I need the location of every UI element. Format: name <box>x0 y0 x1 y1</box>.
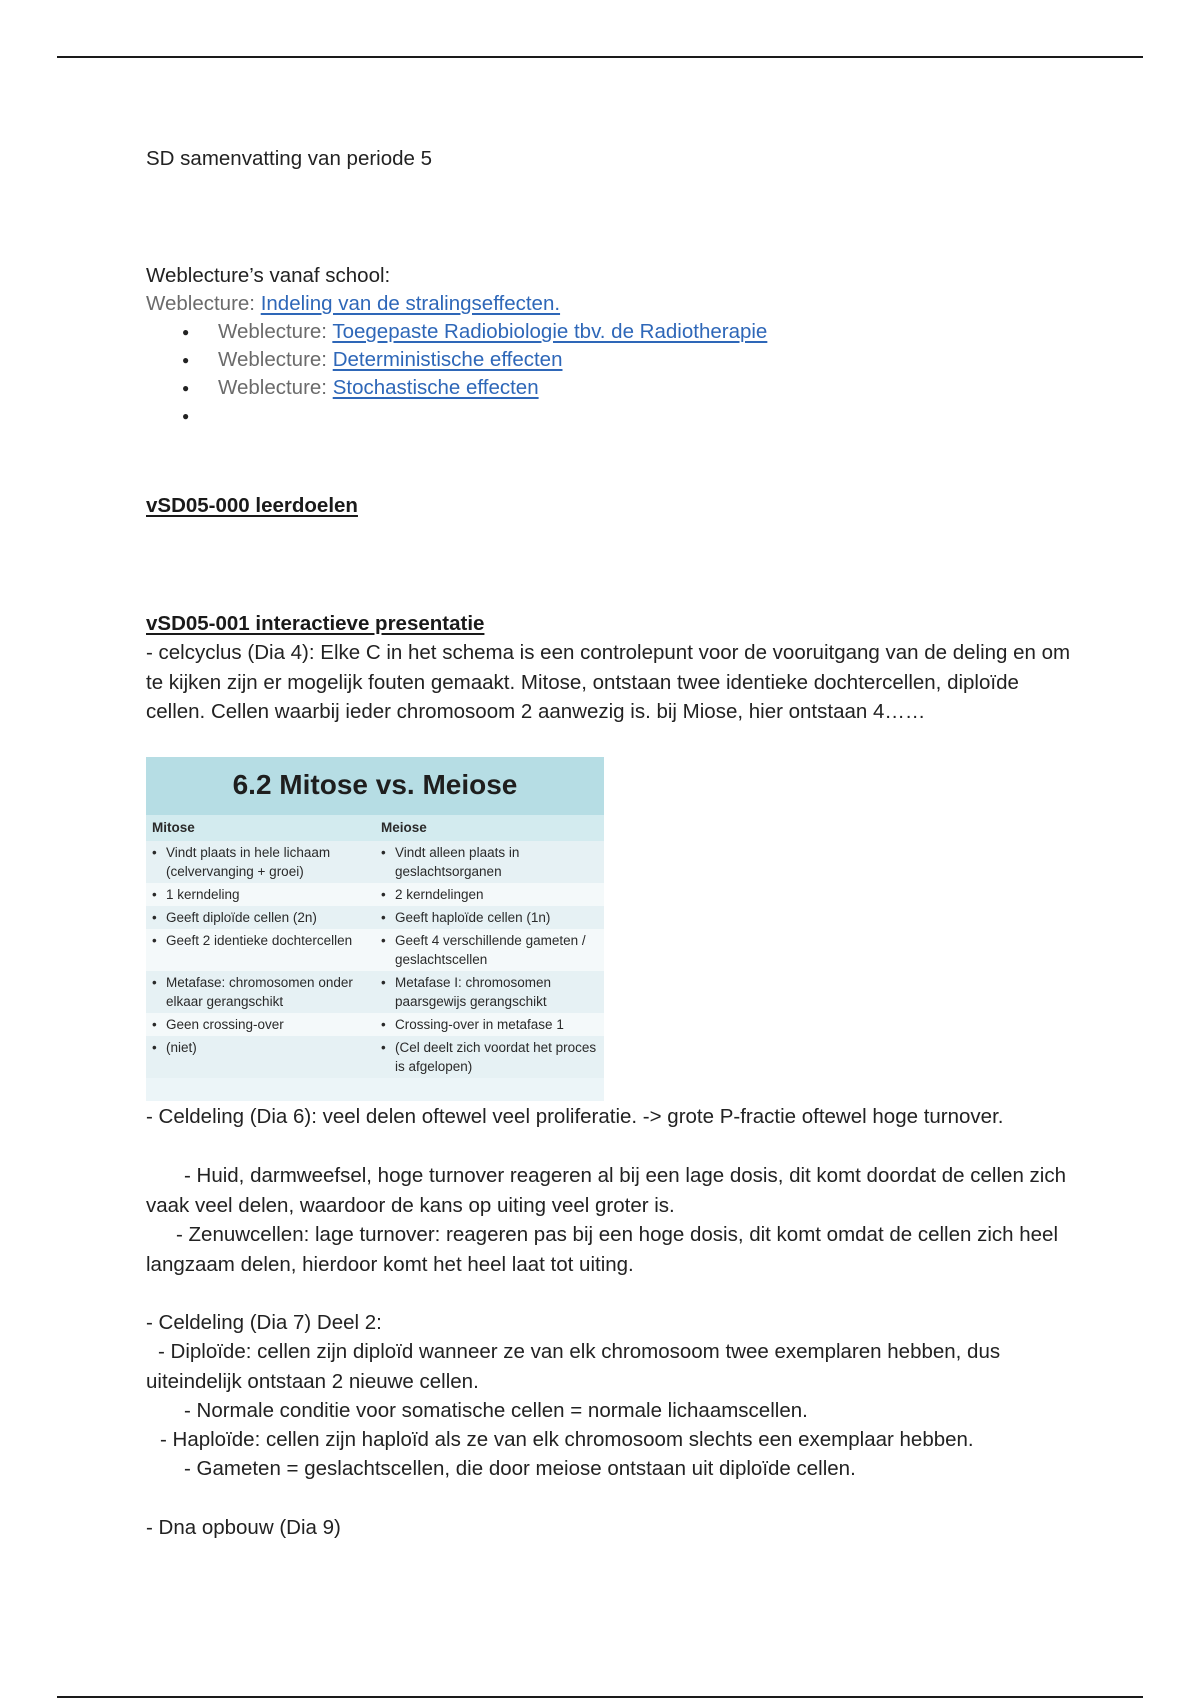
table-cell: • (niet) <box>152 1038 369 1057</box>
section-heading-interactieve-presentatie: vSD05-001 interactieve presentatie <box>146 612 485 635</box>
weblecture-link[interactable]: Deterministische effecten <box>332 348 563 371</box>
list-item-empty <box>146 402 767 430</box>
weblecture-prefix: Weblecture: <box>218 320 333 343</box>
table-cell: • Crossing-over in metafase 1 <box>381 1015 598 1034</box>
weblecture-link[interactable]: Stochastische effecten <box>332 376 539 399</box>
table-cell: • Metafase: chromosomen onder elkaar gerangschikt <box>152 973 369 1011</box>
paragraph-gameten: - Gameten = geslachtscellen, die door meiose ontstaan uit diploïde cellen. <box>184 1457 856 1480</box>
table-cell: • Geen crossing-over <box>152 1015 369 1034</box>
table-title: 6.2 Mitose vs. Meiose <box>146 757 604 815</box>
paragraph-celdeling-dia6: - Celdeling (Dia 6): veel delen oftewel veel proliferatie. -> grote P-fractie oftewel hoge turnover. <box>146 1105 1004 1128</box>
bottom-rule <box>57 1696 1143 1698</box>
weblecture-list <box>146 318 767 430</box>
table-cell: • Metafase I: chromosomen paarsgewijs gerangschikt <box>381 973 598 1011</box>
table-cell: • 2 kerndelingen <box>381 885 598 904</box>
table-cell: • Geeft 2 identieke dochtercellen <box>152 931 369 950</box>
column-header-mitose: Mitose <box>152 820 195 835</box>
weblecture-link[interactable]: Indeling van de stralingseffecten. <box>260 292 561 315</box>
paragraph-celcyclus: - celcyclus (Dia 4): Elke C in het schema is een controlepunt voor de vooruitgang van de deling en om te kijken zijn er mogelijk fouten gemaakt. Mitose, ontstaan twee identieke dochtercellen, diploïde cellen. Cellen waarbij ieder chromosoom 2 aanwezig is. bij Miose, hier ontstaan 4…… <box>146 641 1071 723</box>
list-item <box>146 318 767 346</box>
table-row <box>146 906 604 929</box>
table-row <box>146 929 604 971</box>
table-cell: • Geeft diploïde cellen (2n) <box>152 908 369 927</box>
table-cell: • Geeft 4 verschillende gameten / geslachtscellen <box>381 931 598 969</box>
paragraph-huid-darmweefsel: - Huid, darmweefsel, hoge turnover reageren al bij een lage dosis, dit komt doordat de cellen zich vaak veel delen, waardoor de kans op uiting veel groter is. <box>146 1164 1066 1217</box>
weblecture-prefix: Weblecture: <box>146 292 261 315</box>
list-item <box>146 346 767 374</box>
mitose-meiose-table-image <box>146 757 604 1101</box>
weblecture-prefix: Weblecture: <box>218 376 333 399</box>
weblecture-link[interactable]: Toegepaste Radiobiologie tbv. de Radiotherapie <box>332 320 768 343</box>
paragraph-zenuwcellen: - Zenuwcellen: lage turnover: reageren pas bij een hoge dosis, dit komt omdat de cellen zich heel langzaam delen, hierdoor komt het heel laat tot uiting. <box>146 1223 1059 1276</box>
weblecture-line <box>146 290 560 318</box>
weblectures-heading: Weblecture’s vanaf school: <box>146 264 391 287</box>
document-title: SD samenvatting van periode 5 <box>146 147 433 170</box>
table-row <box>146 1013 604 1036</box>
table-row <box>146 1036 604 1078</box>
weblecture-prefix: Weblecture: <box>218 348 333 371</box>
paragraph-celdeling-dia7: - Celdeling (Dia 7) Deel 2: <box>146 1311 382 1334</box>
table-cell: • Vindt plaats in hele lichaam (celvervanging + groei) <box>152 843 369 881</box>
table-cell: • 1 kerndeling <box>152 885 369 904</box>
table-cell: • Vindt alleen plaats in geslachtsorganen <box>381 843 598 881</box>
table-header-row <box>146 815 604 841</box>
table-row <box>146 841 604 883</box>
paragraph-haploide: - Haploïde: cellen zijn haploïd als ze van elk chromosoom slechts een exemplaar hebben. <box>160 1428 974 1451</box>
paragraph-diploide: - Diploïde: cellen zijn diploïd wanneer ze van elk chromosoom twee exemplaren hebben, dus uiteindelijk ontstaan 2 nieuwe cellen. <box>146 1340 1001 1393</box>
table-cell: • Geeft haploïde cellen (1n) <box>381 908 598 927</box>
table-cell: • (Cel deelt zich voordat het proces is afgelopen) <box>381 1038 598 1076</box>
section-heading-leerdoelen: vSD05-000 leerdoelen <box>146 494 358 517</box>
list-item <box>146 374 767 402</box>
paragraph-dna-opbouw: - Dna opbouw (Dia 9) <box>146 1516 341 1539</box>
top-rule <box>57 56 1143 58</box>
column-header-meiose: Meiose <box>381 820 427 835</box>
table-row <box>146 883 604 906</box>
table-row <box>146 971 604 1013</box>
paragraph-normale-conditie: - Normale conditie voor somatische cellen = normale lichaamscellen. <box>184 1399 808 1422</box>
